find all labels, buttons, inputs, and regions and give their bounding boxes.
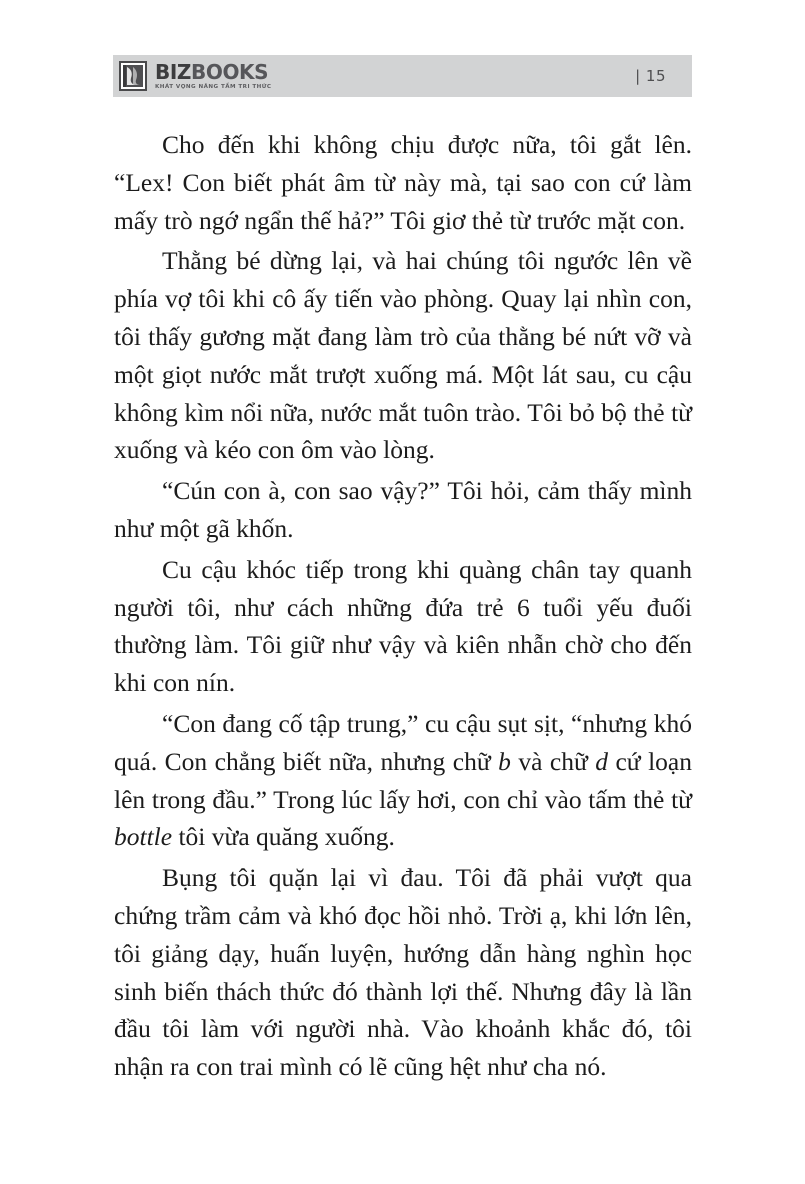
- paragraph-with-italics: [114, 705, 692, 856]
- italic-letter-b: b: [498, 746, 511, 776]
- paragraph: Cu cậu khóc tiếp trong khi quàng chân tay quanh người tôi, như cách những đứa trẻ 6 tuổi yếu đuối thường làm. Tôi giữ như vậy và kiên nhẫn chờ cho đến khi con nín.: [114, 554, 692, 698]
- brand-name-books: BOOKS: [191, 59, 269, 84]
- italic-word-bottle: bottle: [114, 822, 173, 852]
- paragraph: Cho đến khi không chịu được nữa, tôi gắt lên. “Lex! Con biết phát âm từ này mà, tại sao con cứ làm mấy trò ngớ ngẩn thế hả?” Tôi giơ thẻ từ trước mặt con.: [114, 130, 692, 235]
- page-body: [114, 126, 692, 1086]
- paragraph: Thằng bé dừng lại, và hai chúng tôi ngước lên về phía vợ tôi khi cô ấy tiến vào phòng. Quay lại nhìn con, tôi thấy gương mặt đang làm trò của thằng bé nứt vỡ và một giọt nước mắt trượt xuống má. Một lát sau, cu cậu không kìm nổi nữa, nước mắt tuôn trào. Tôi bỏ bộ thẻ từ xuống và kéo con ôm vào lòng.: [114, 246, 692, 465]
- paragraph: “Cún con à, con sao vậy?” Tôi hỏi, cảm thấy mình như một gã khốn.: [114, 476, 692, 543]
- brand-logo: [113, 60, 271, 92]
- book-logo-icon: [118, 60, 148, 92]
- italic-letter-d: d: [595, 746, 608, 776]
- text-before-italic-b: “Con đang cố tập trung,” cu cậu sụt sịt, “nhưng khó quá. Con chẳng biết nữa, nhưng chữ: [114, 708, 692, 776]
- text-tail: tôi vừa quăng xuống.: [172, 822, 395, 852]
- brand-text-block: [155, 59, 272, 91]
- brand-name: [155, 59, 271, 84]
- brand-name-biz: BIZ: [155, 59, 191, 84]
- text-middle: và chữ: [510, 746, 596, 776]
- text-after: cứ loạn lên trong đầu.” Trong lúc lấy hơi, con chỉ vào tấm thẻ từ: [114, 746, 692, 814]
- page-header: [113, 55, 692, 97]
- page-number: | 15: [635, 67, 666, 85]
- brand-tagline: KHÁT VỌNG NÂNG TẦM TRI THỨC: [155, 83, 272, 90]
- paragraph: Bụng tôi quặn lại vì đau. Tôi đã phải vượt qua chứng trầm cảm và khó đọc hồi nhỏ. Trời ạ, khi lớn lên, tôi giảng dạy, huấn luyện, hướng dẫn hàng nghìn học sinh biến thách thức đó thành lợi thế. Nhưng đây là lần đầu tôi làm với người nhà. Vào khoảnh khắc đó, tôi nhận ra con trai mình có lẽ cũng hệt như cha nó.: [114, 863, 692, 1082]
